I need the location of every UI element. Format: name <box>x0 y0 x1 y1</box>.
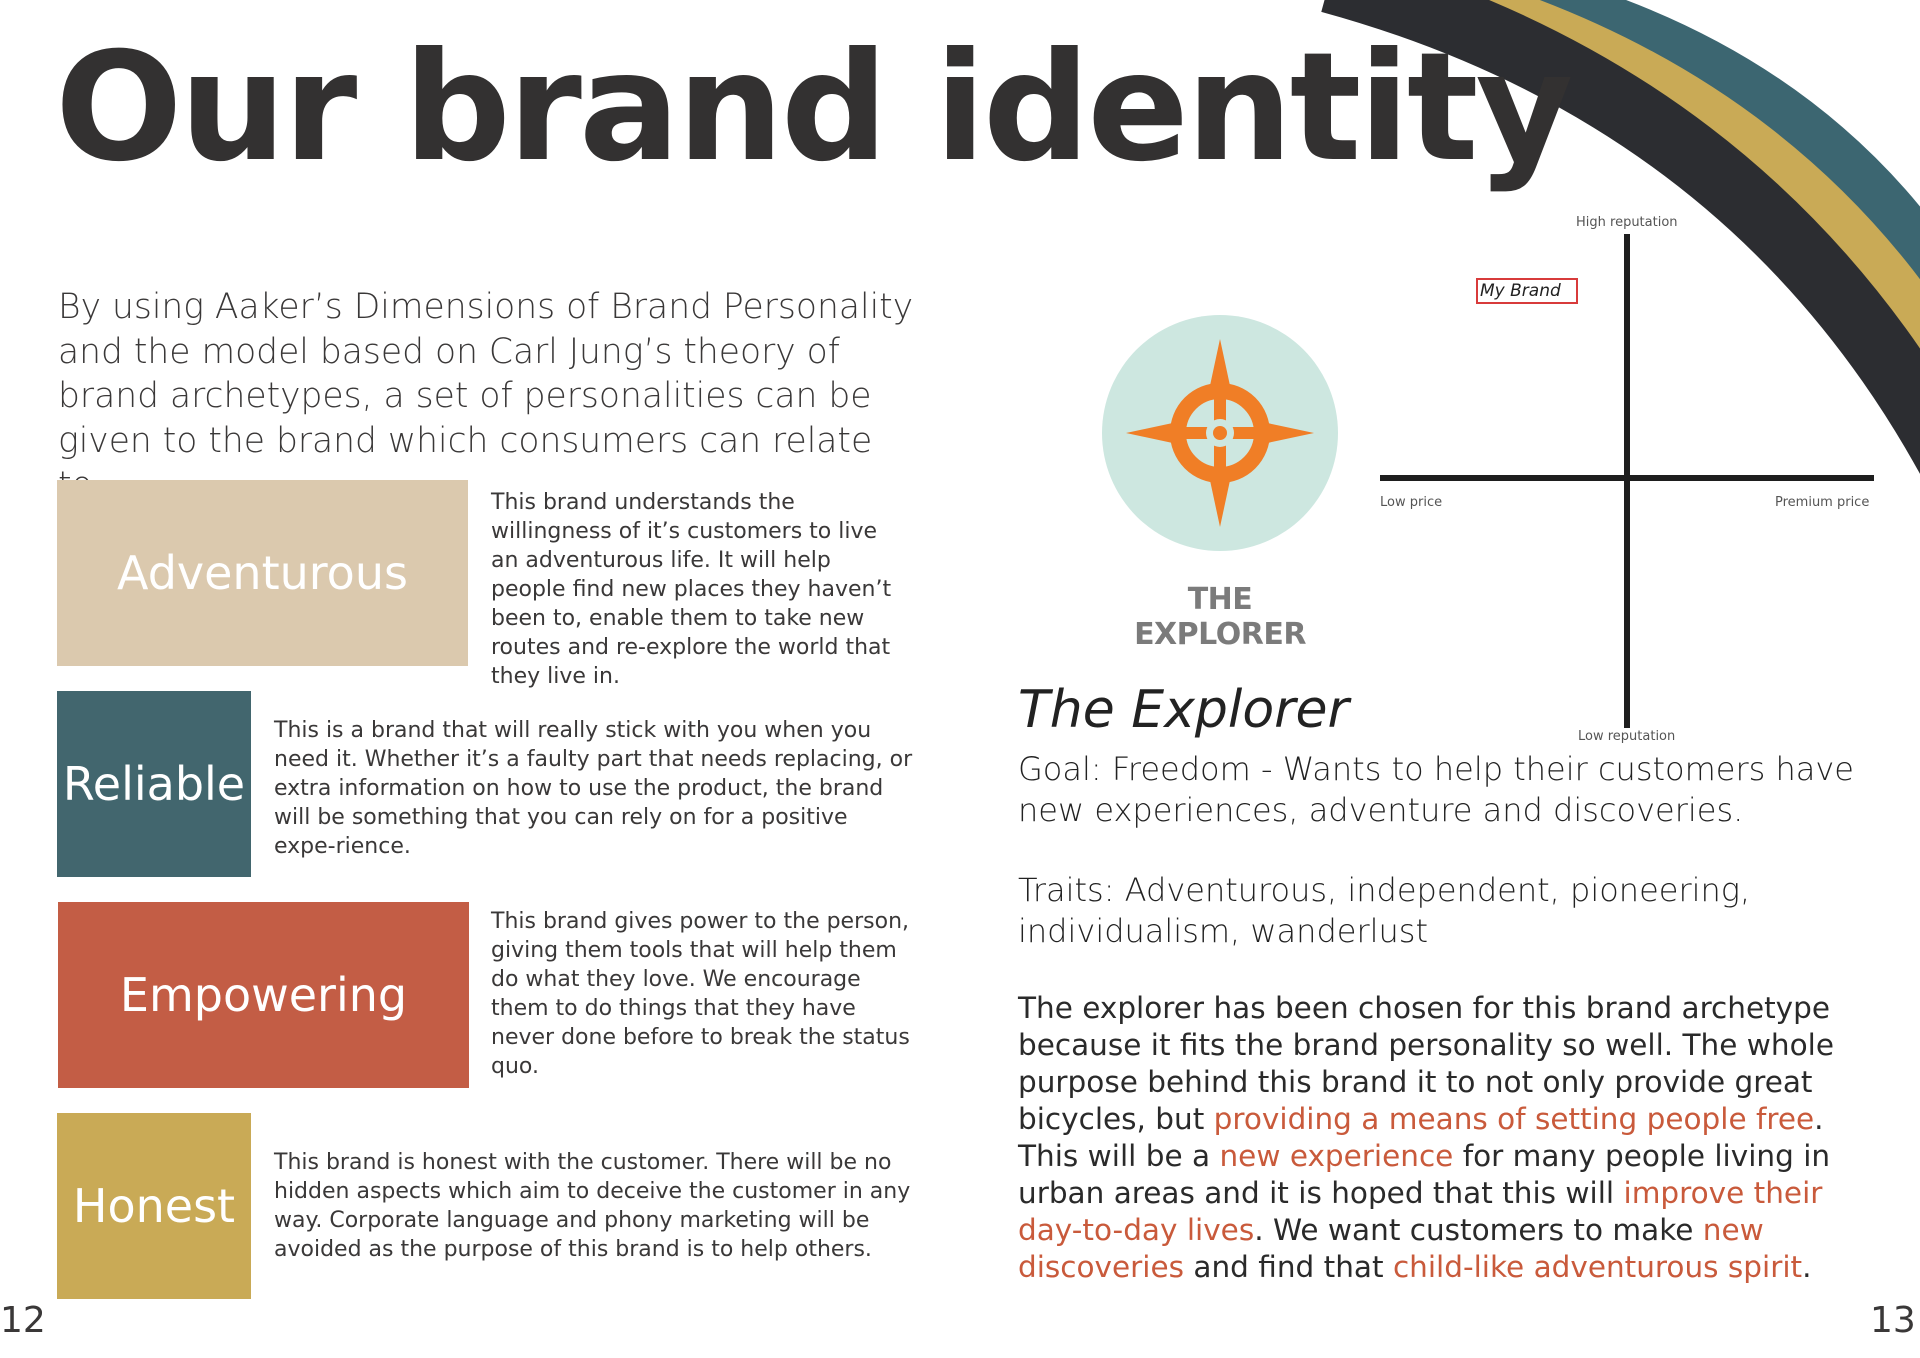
trait-label: Reliable <box>62 757 246 811</box>
highlight-text: providing a means of setting people free <box>1213 1102 1815 1136</box>
body-text: . This will be a <box>1018 1102 1824 1173</box>
trait-box-reliable <box>57 691 251 877</box>
body-text: . <box>1802 1250 1812 1284</box>
explorer-logo-label: THE EXPLORER <box>1134 582 1306 652</box>
page-title: Our brand identity <box>55 21 1571 195</box>
axis-label-premium-price: Premium price <box>1775 495 1870 510</box>
body-text: The explorer has been chosen for this brand archetype because it fits the brand personality so well. The whole purpose behind this brand it to not only provide great bicycles, but <box>1018 991 1834 1136</box>
intro-paragraph: By using Aaker’s Dimensions of Brand Personality and the model based on Carl Jung’s theory of brand archetypes, a set of personalities can be given to the brand which consumers can relate <box>58 287 914 461</box>
positioning-map-vertical-axis <box>1624 234 1630 728</box>
highlight-text: child-like adventurous spirit <box>1392 1250 1803 1284</box>
trait-box-honest <box>57 1113 251 1299</box>
trait-box-adventurous <box>57 480 468 666</box>
trait-box-empowering <box>58 902 469 1088</box>
explorer-logo-circle <box>1102 315 1338 551</box>
trait-description-honest: This brand is honest with the customer. There will be no hidden aspects which aim to deceive the customer in any way. Corporate language and phony marketing will be avoided as the purpose of this brand is to help others. <box>274 1150 911 1262</box>
trait-label: Honest <box>72 1179 236 1233</box>
trait-label: Adventurous <box>117 546 408 600</box>
trait-description-empowering: This brand gives power to the person, giving them tools that will help them do what they love. We encourage them to do things that they have never done before to break the status quo. <box>491 909 910 1079</box>
archetype-goal: Goal: Freedom - Wants to help their customers have new experiences, adventure and discoveries. <box>1018 750 1854 829</box>
compass-icon <box>1102 315 1338 551</box>
axis-label-low-price: Low price <box>1380 495 1443 510</box>
axis-label-high-reputation: High reputation <box>1576 215 1678 230</box>
archetype-heading: The Explorer <box>1018 680 1349 740</box>
highlight-text: new experience <box>1219 1139 1454 1173</box>
axis-label-low-reputation: Low reputation <box>1578 729 1676 744</box>
body-text: and find that <box>1184 1250 1393 1284</box>
trait-description-reliable: This is a brand that will really stick with you when you need it. Whether it’s a faulty part that needs replacing, or extra information on how to use the product, the brand will be something that you can rely on for a positive expe-rience. <box>274 718 913 859</box>
trait-description-adventurous: This brand understands the willingness of it’s customers to live an adventurous life. It will help people find new places they haven’t been to, enable them to take new routes and re-explore the world that they live in. <box>491 490 892 689</box>
positioning-map-horizontal-axis <box>1380 475 1874 481</box>
highlight-text: new discoveries <box>1018 1213 1764 1284</box>
body-text: . We want customers to make <box>1254 1213 1703 1247</box>
archetype-explanation <box>1018 990 1878 1286</box>
brand-marker: My Brand <box>1476 278 1578 304</box>
page-number-right: 13 <box>1870 1300 1916 1341</box>
body-text: for many people living in urban areas and it is hoped that this will <box>1018 1139 1831 1210</box>
archetype-traits: Traits: Adventurous, independent, pioneering, individualism, wanderlust <box>1018 871 1751 950</box>
page-number-left: 12 <box>0 1300 46 1341</box>
trait-label: Empowering <box>119 968 408 1022</box>
highlight-text: improve their day-to-day lives <box>1018 1176 1823 1247</box>
